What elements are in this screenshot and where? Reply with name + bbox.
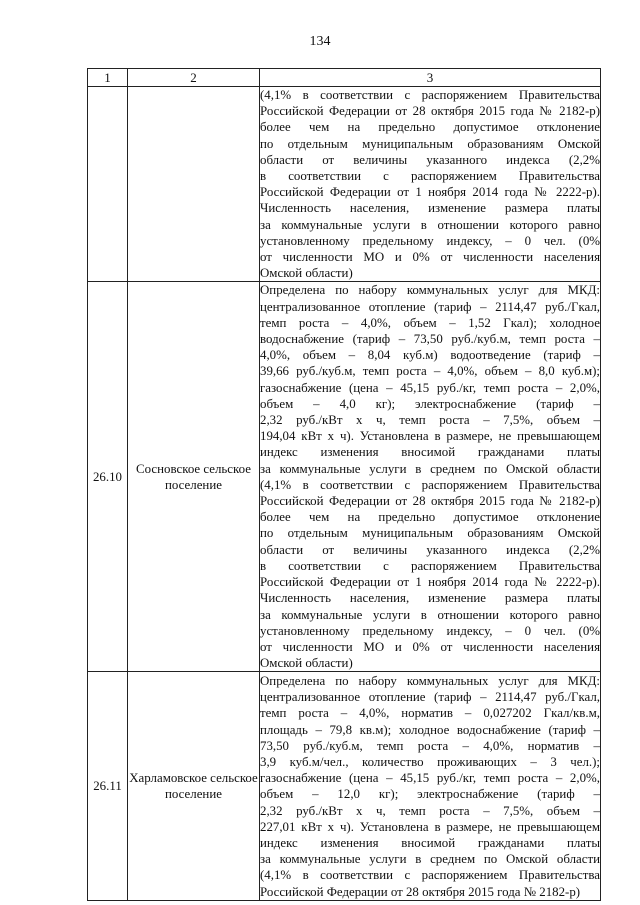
table-header-row [88, 69, 601, 87]
description-line: 4,0%, объем – 8,04 куб.м) водоотведение (тариф – [260, 348, 600, 363]
description-line: за коммунальные услуги в отношении которого равно [260, 607, 600, 622]
description-line: площадь – 79,8 кв.м); холодное водоснабжение (тариф – [260, 722, 600, 737]
description-line: более чем на предельно допустимое отклонение [260, 120, 600, 135]
row-description [260, 672, 601, 901]
table-row [88, 87, 601, 282]
description-line: за коммунальные услуги в отношении которого равно [260, 217, 600, 232]
description-line: 73,50 руб./куб.м, темп роста – 4,0%, норматив – [260, 738, 600, 753]
description-line: индекс изменения вносимой гражданами платы [260, 445, 600, 460]
tariff-table [87, 68, 601, 901]
settlement-name [128, 87, 260, 282]
settlement-name: Сосновское сельское поселение [128, 282, 260, 672]
description-line: 2,32 руб./кВт х ч, темп роста – 7,5%, объем – [260, 413, 600, 428]
description-line: централизованное отопление (тариф – 2114,47 руб./Гкал, [260, 690, 600, 705]
row-number: 26.11 [88, 672, 128, 901]
description-line: Омской области) [260, 656, 353, 671]
description-line: (4,1% в соответствии с распоряжением Правительства [260, 868, 600, 883]
description-line: области от величины указанного индекса (2,2% [260, 542, 600, 557]
row-number [88, 87, 128, 282]
description-line: индекс изменения вносимой гражданами платы [260, 835, 600, 850]
header-cell-1: 1 [88, 69, 128, 87]
description-line: Численность населения, изменение размера платы [260, 591, 600, 606]
header-cell-3: 3 [260, 69, 601, 87]
description-line: Российской Федерации от 1 ноября 2014 года № 2222-р). [260, 185, 600, 200]
row-description [260, 282, 601, 672]
description-line: 2,32 руб./кВт х ч, темп роста – 7,5%, объем – [260, 803, 600, 818]
description-line: (4,1% в соответствии с распоряжением Правительства [260, 477, 600, 492]
description-line: централизованное отопление (тариф – 2114,47 руб./Гкал, [260, 299, 600, 314]
settlement-name: Харламовское сельское поселение [128, 672, 260, 901]
description-line: Определена по набору коммунальных услуг для МКД: [260, 673, 600, 688]
description-line: (4,1% в соответствии с распоряжением Правительства [260, 88, 600, 102]
description-line: объем – 12,0 кг); электроснабжение (тариф – [260, 787, 600, 802]
description-line: темп роста – 4,0%, объем – 1,52 Гкал); холодное [260, 315, 600, 330]
description-line: области от величины указанного индекса (2,2% [260, 152, 600, 167]
description-line: установленному предельному индексу, – 0 чел. (0% [260, 233, 600, 248]
description-line: Российской Федерации от 1 ноября 2014 года № 2222-р). [260, 575, 600, 590]
description-line: за коммунальные услуги в среднем по Омской области [260, 852, 600, 867]
description-line: установленному предельному индексу, – 0 чел. (0% [260, 623, 600, 638]
description-line: газоснабжение (цена – 45,15 руб./кг, темп роста – 2,0%, [260, 771, 600, 786]
description-line: за коммунальные услуги в среднем по Омской области [260, 461, 600, 476]
page-number: 134 [309, 34, 331, 49]
description-line: объем – 4,0 кг); электроснабжение (тариф – [260, 396, 600, 411]
description-line: Численность населения, изменение размера платы [260, 201, 600, 216]
description-line: Российской Федерации от 28 октября 2015 года № 2182-р) [260, 494, 600, 509]
description-line: в соответствии с распоряжением Правительства [260, 558, 600, 573]
description-line: от численности МО и 0% от численности населения [260, 639, 600, 654]
description-line: 3,9 куб.м/чел., количество проживающих – 3 чел.); [260, 754, 600, 769]
header-cell-2: 2 [128, 69, 260, 87]
description-line: Российской Федерации от 28 октября 2015 года № 2182-р) [260, 104, 600, 119]
description-line: 227,01 кВт х ч). Установлена в размере, не превышающем [260, 819, 600, 834]
description-line: более чем на предельно допустимое отклонение [260, 510, 600, 525]
description-line: Российской Федерации от 28 октября 2015 года № 2182-р) [260, 884, 581, 899]
row-description [260, 87, 601, 282]
description-line: по отдельным муниципальным образованиям Омской [260, 526, 600, 541]
description-line: в соответствии с распоряжением Правительства [260, 169, 600, 184]
description-line: темп роста – 4,0%, норматив – 0,027202 Гкал/кв.м, [260, 706, 600, 721]
description-line: от численности МО и 0% от численности населения [260, 250, 600, 265]
description-line: 194,04 кВт х ч). Установлена в размере, не превышающем [260, 429, 600, 444]
table-row [88, 672, 601, 901]
row-number: 26.10 [88, 282, 128, 672]
description-line: по отдельным муниципальным образованиям Омской [260, 136, 600, 151]
description-line: газоснабжение (цена – 45,15 руб./кг, темп роста – 2,0%, [260, 380, 600, 395]
description-line: водоснабжение (тариф – 73,50 руб./куб.м, темп роста – [260, 332, 600, 347]
table-row [88, 282, 601, 672]
description-line: Определена по набору коммунальных услуг для МКД: [260, 283, 600, 298]
description-line: Омской области) [260, 266, 353, 281]
description-line: 39,66 руб./куб.м, темп роста – 4,0%, объем – 8,0 куб.м); [260, 364, 600, 379]
